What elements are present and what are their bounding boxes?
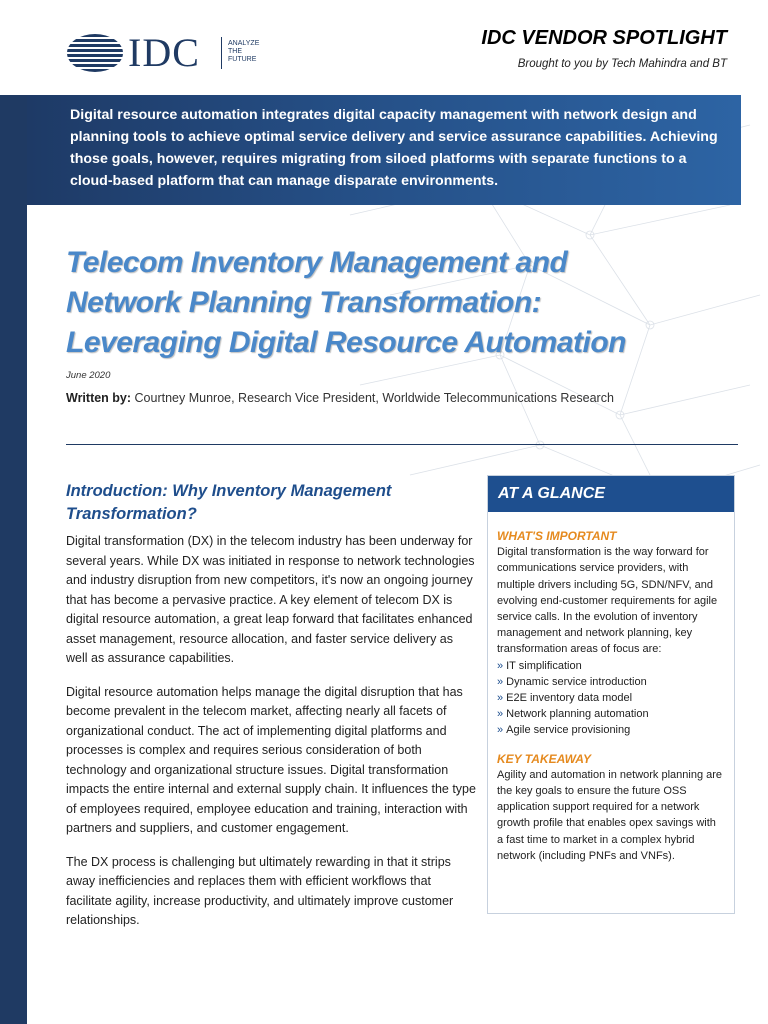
list-item: » Dynamic service introduction [497, 674, 724, 690]
whats-important-heading: WHAT'S IMPORTANT [497, 529, 617, 543]
summary-banner: Digital resource automation integrates digital capacity management with network design and planning tools to achieve optimal service delivery and service assurance capabilities. Achieving those goals, however, requires migrating from siloed platforms with separate functions to a cloud-based platform that can manage disparate environments. [27, 95, 741, 205]
body-paragraph: The DX process is challenging but ultimately rewarding in that it strips away inefficiencies and replaces them with efficient workflows that facilitate agility, increase productivity, and ultimately improve customer relationships. [66, 854, 454, 927]
title-line: Network Planning Transformation: [66, 286, 542, 319]
body-paragraph: Digital transformation (DX) in the telecom industry has been underway for several years. While DX was initiated in response to network technologies and industry disruption from new competitors, it's now an ongoing journey that has become a pervasive practice. A key element of telecom DX is digital resource automation, a great leap forward that facilitates enhanced asset management, resource allocation, and faster service delivery as well as assurance capabilities. [66, 534, 475, 665]
vendor-spotlight-subtitle: Brought to you by Tech Mahindra and BT [517, 58, 727, 70]
left-accent-bar [0, 95, 27, 1024]
focus-areas-list [497, 658, 724, 739]
key-takeaway-heading: KEY TAKEAWAY [497, 751, 592, 766]
title-line: Telecom Inventory Management and [66, 246, 568, 279]
list-item: » Agile service provisioning [497, 722, 724, 738]
logo-divider [221, 37, 222, 69]
publication-date: June 2020 [66, 370, 111, 381]
list-item: » Network planning automation [497, 706, 724, 722]
idc-logo[interactable] [66, 30, 266, 75]
author-name: Courtney Munroe, Research Vice President, Worldwide Telecommunications Research [134, 391, 614, 405]
section-divider [66, 444, 738, 445]
list-item: » IT simplification [497, 658, 724, 674]
author-line [66, 391, 614, 405]
body-paragraph: Digital resource automation helps manage the digital disruption that has become prevalent in the telecom market, affecting nearly all facets of organizational conduct. The act of implementing digital platforms and processes is complex and requires serious consideration of both technology and organizational structure issues. Digital transformation impacts the entire internal and external supply chain. It influences the type of employees required, employee education and training, interaction with partners and suppliers, and customer engagement. [66, 684, 476, 835]
glance-body [488, 512, 734, 864]
at-a-glance-box [487, 475, 735, 914]
introduction-heading: Introduction: Why Inventory Management Transformation? [66, 482, 392, 523]
logo-wordmark: IDC [128, 30, 200, 75]
globe-icon [66, 33, 124, 73]
key-takeaway-text: Agility and automation in network planning are the key goals to ensure the future OSS application support required for a network growth profile that enables opex savings with a fast time to market in a complex hybrid network (including PNFs and VNFs). [497, 768, 723, 862]
written-by-label: Written by: [66, 391, 132, 405]
whats-important-text: Digital transformation is the way forward for communications service providers, with multiple drivers including 5G, SDN/NFV, and evolving end-customer requirements for agile service calls. In the evolution of inventory management and network planning, key transformation areas of focus are: [497, 546, 718, 656]
title-line: Leveraging Digital Resource Automation [66, 326, 626, 359]
vendor-spotlight-title: IDC VENDOR SPOTLIGHT [481, 27, 727, 49]
list-item: » E2E inventory data model [497, 690, 724, 706]
glance-title: AT A GLANCE [488, 476, 734, 512]
document-title [66, 243, 746, 363]
logo-tagline: ANALYZE THE FUTURE [228, 40, 260, 63]
introduction-body [66, 532, 476, 945]
